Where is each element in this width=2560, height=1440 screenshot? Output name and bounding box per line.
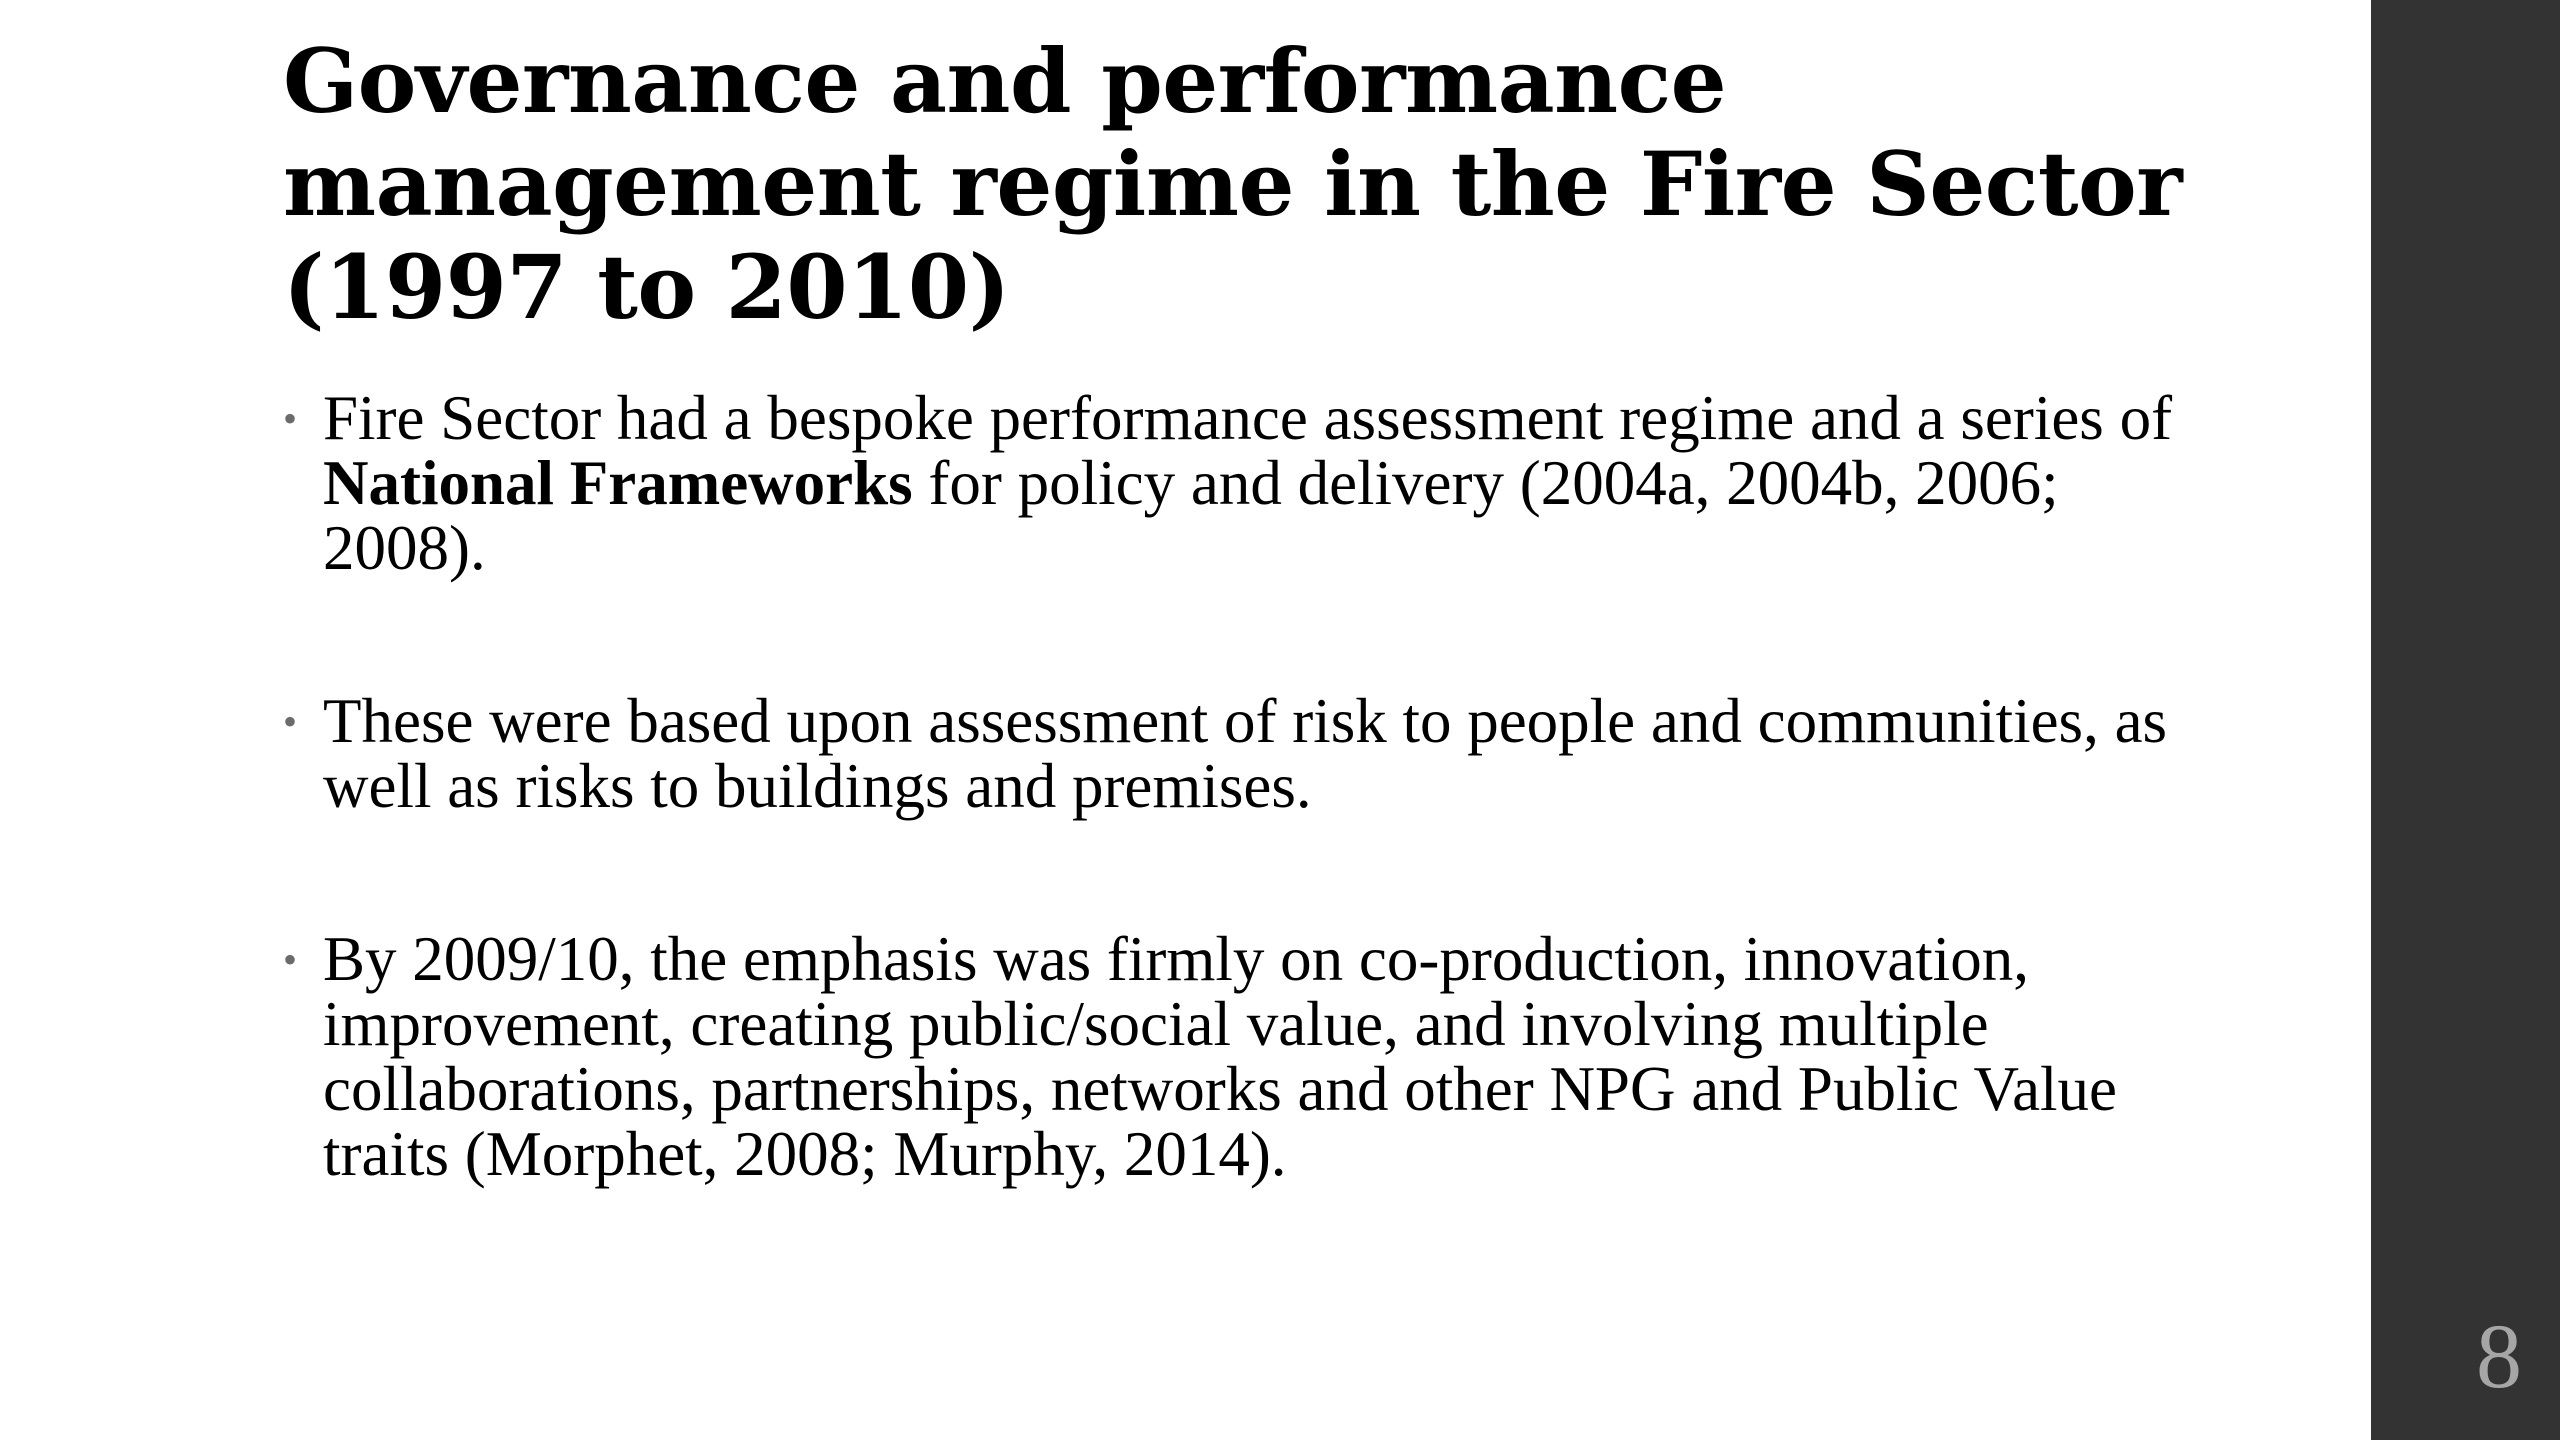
bullet-text-end: for policy and delivery (2004a, 2004b, 2006; 2008). — [323, 448, 2059, 583]
bullet-icon: • — [283, 396, 298, 441]
slide-title: Governance and performance management regime in the Fire Sector (1997 to 2010) — [283, 29, 2183, 339]
bullet-text-bold: National Frameworks — [323, 448, 913, 518]
sidebar-panel — [2371, 0, 2560, 1440]
bullet-text-start: Fire Sector had a bespoke performance assessment regime and a series of — [323, 383, 2173, 453]
bullet-item — [283, 686, 2213, 821]
bullet-list — [283, 383, 2213, 1189]
page-number: 8 — [2476, 1305, 2522, 1407]
bullet-icon: • — [283, 699, 298, 744]
bullet-text: These were based upon assessment of risk to people and communities, as well as risks to buildings and premises. — [323, 686, 2168, 821]
bullet-item — [283, 383, 2213, 583]
bullet-text: By 2009/10, the emphasis was firmly on co-production, innovation, improvement, creating public/social value, and involving multiple collaborations, partnerships, networks and other NPG and Public Value traits (Morphet, 2008; Murphy, 2014). — [323, 924, 2117, 1189]
bullet-icon: • — [283, 937, 298, 982]
slide-content — [283, 30, 2213, 1295]
bullet-item — [283, 924, 2213, 1189]
